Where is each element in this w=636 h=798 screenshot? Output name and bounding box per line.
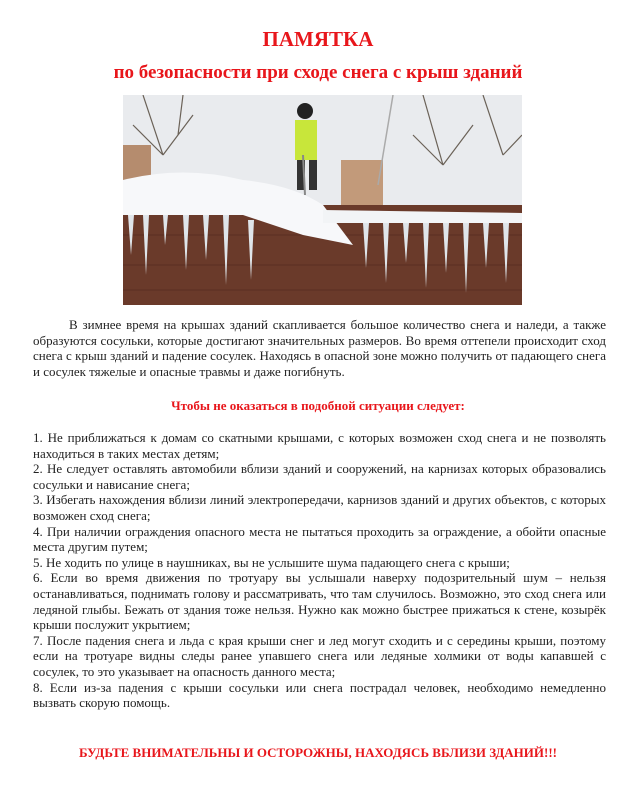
warning-footer: БУДЬТЕ ВНИМАТЕЛЬНЫ И ОСТОРОЖНЫ, НАХОДЯСЬ ВБЛИЗИ ЗДАНИЙ!!! — [79, 745, 557, 760]
list-item: 4. При наличии ограждения опасного места не пытаться проходить за ограждение, а обойти опасные места другим путем; — [33, 523, 606, 555]
list-item: 5. Не ходить по улице в наушниках, вы не услышите шума падающего снега с крыши; — [33, 554, 510, 570]
list-item: 1. Не приближаться к домам со скатными крышами, с которых возможен сход снега и не позволять находиться в таких местах детям; — [33, 430, 606, 461]
list-item: 7. После падения снега и льда с края крыши снег и лед могут сходить и с середины крыши, поэтому если на тротуаре видны следы ранее упавшего снега или ледяные холмики от воды капавшей с сосулек, то это указывает на опасность данного места; — [33, 632, 606, 679]
section-heading: Чтобы не оказаться в подобной ситуации следует: — [171, 398, 465, 413]
list-item: 8. Если из-за падения с крыши сосульки или снега пострадал человек, необходимо немедленно вызвать скорую помощь. — [33, 679, 606, 711]
document-subtitle: по безопасности при сходе снега с крыш зданий — [113, 62, 523, 83]
safety-rules-list — [33, 430, 606, 711]
document-title: ПАМЯТКА — [262, 27, 374, 51]
list-item: 2. Не следует оставлять автомобили вблизи зданий и сооружений, на карнизах которых образовались сосульки и нависание снега; — [33, 461, 606, 492]
list-item: 3. Избегать нахождения вблизи линий электропередачи, карнизов зданий и других объектов, с которых возможен сход снега; — [33, 492, 606, 523]
list-item: 6. Если во время движения по тротуару вы услышали наверху подозрительный шум – нельзя останавливаться, поднимать голову и рассматривать, что там случилось. Возможно, это сход снега или ледяной глыбы. Бежать от здания тоже нельзя. Нужно как можно быстрее прижаться к стене, козырёк крыши послужит укрытием; — [33, 570, 606, 633]
roof-snow-photo — [123, 95, 522, 305]
intro-paragraph: В зимнее время на крышах зданий скапливается большое количество снега и наледи, а также образуются сосульки, которые достигают значительных размеров. Во время оттепели происходит сход снега с крыш зданий и падение сосулек. Находясь в опасной зоне можно получить от падающего снега и сосулек тяжелые и опасные травмы и даже погибнуть. — [33, 317, 606, 379]
